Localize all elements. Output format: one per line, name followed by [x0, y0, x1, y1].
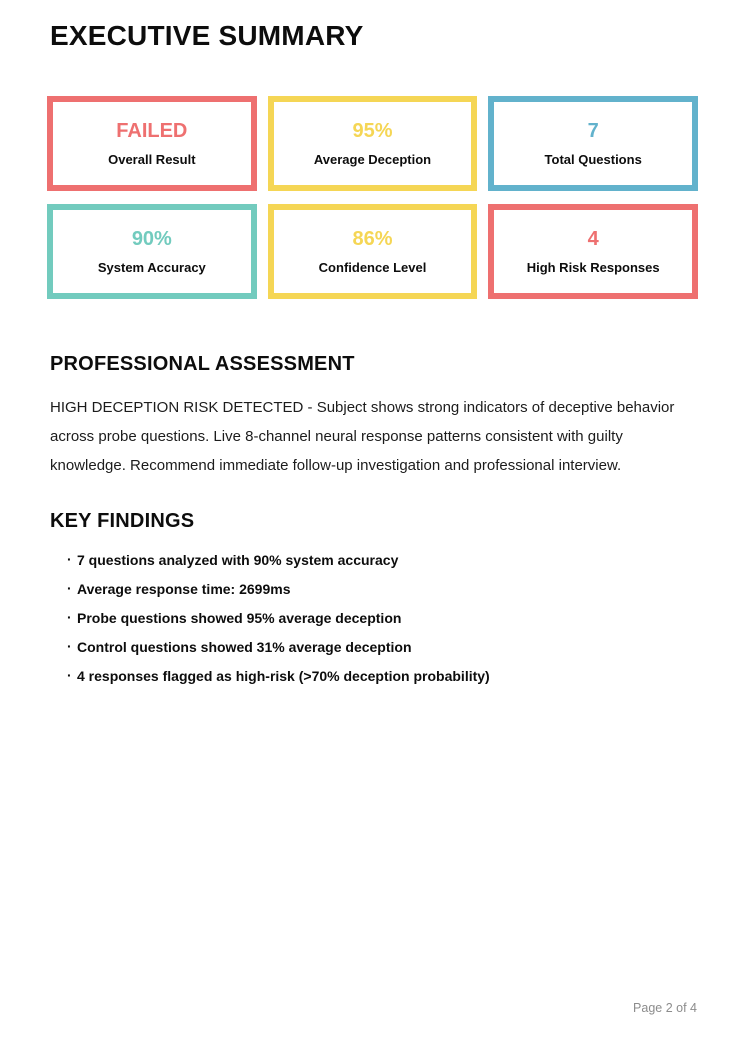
- stat-value: 4: [587, 228, 599, 250]
- key-finding-item: [50, 669, 697, 683]
- stat-label: System Accuracy: [97, 260, 206, 275]
- page-number: Page 2 of 4: [633, 1001, 697, 1015]
- summary-cards-grid: [47, 96, 698, 299]
- key-findings-heading: KEY FINDINGS: [50, 510, 195, 532]
- page-title: EXECUTIVE SUMMARY: [50, 20, 364, 51]
- stat-label: High Risk Responses: [526, 260, 660, 275]
- key-finding-item: [50, 611, 697, 625]
- stat-label: Overall Result: [108, 152, 196, 167]
- key-finding-item: [50, 582, 697, 596]
- key-finding-text: 7 questions analyzed with 90% system accuracy: [77, 552, 399, 568]
- stat-card-overall-result: [47, 96, 257, 191]
- stat-label: Confidence Level: [318, 260, 427, 275]
- stat-card-high-risk-responses: [488, 204, 698, 299]
- key-finding-text: Probe questions showed 95% average deception: [77, 610, 402, 626]
- stat-value: 90%: [131, 228, 172, 250]
- key-finding-text: Control questions showed 31% average deception: [77, 639, 412, 655]
- stat-value: 86%: [352, 228, 393, 250]
- stat-card-average-deception: [268, 96, 478, 191]
- stat-card-system-accuracy: [47, 204, 257, 299]
- key-finding-item: [50, 640, 697, 654]
- stat-value: 7: [587, 120, 599, 142]
- stat-value: 95%: [352, 120, 393, 142]
- bullet-icon: ·: [67, 551, 72, 567]
- bullet-icon: ·: [67, 609, 72, 625]
- stat-label: Total Questions: [544, 152, 642, 167]
- bullet-icon: ·: [67, 667, 72, 683]
- professional-assessment-heading: PROFESSIONAL ASSESSMENT: [50, 353, 355, 375]
- stat-value: FAILED: [116, 120, 188, 142]
- stat-label: Average Deception: [313, 152, 432, 167]
- stat-card-total-questions: [488, 96, 698, 191]
- key-finding-text: Average response time: 2699ms: [77, 581, 291, 597]
- bullet-icon: ·: [67, 580, 72, 596]
- bullet-icon: ·: [67, 638, 72, 654]
- key-findings-list: [50, 553, 697, 683]
- key-finding-text: 4 responses flagged as high-risk (>70% deception probability): [77, 668, 490, 684]
- key-finding-item: [50, 553, 697, 567]
- professional-assessment-body: HIGH DECEPTION RISK DETECTED - Subject shows strong indicators of deceptive behavior across probe questions. Live 8-channel neural response patterns consistent with guilty knowledge. Recommend immediate follow-up investigation and professional interview.: [50, 399, 675, 474]
- stat-card-confidence-level: [268, 204, 478, 299]
